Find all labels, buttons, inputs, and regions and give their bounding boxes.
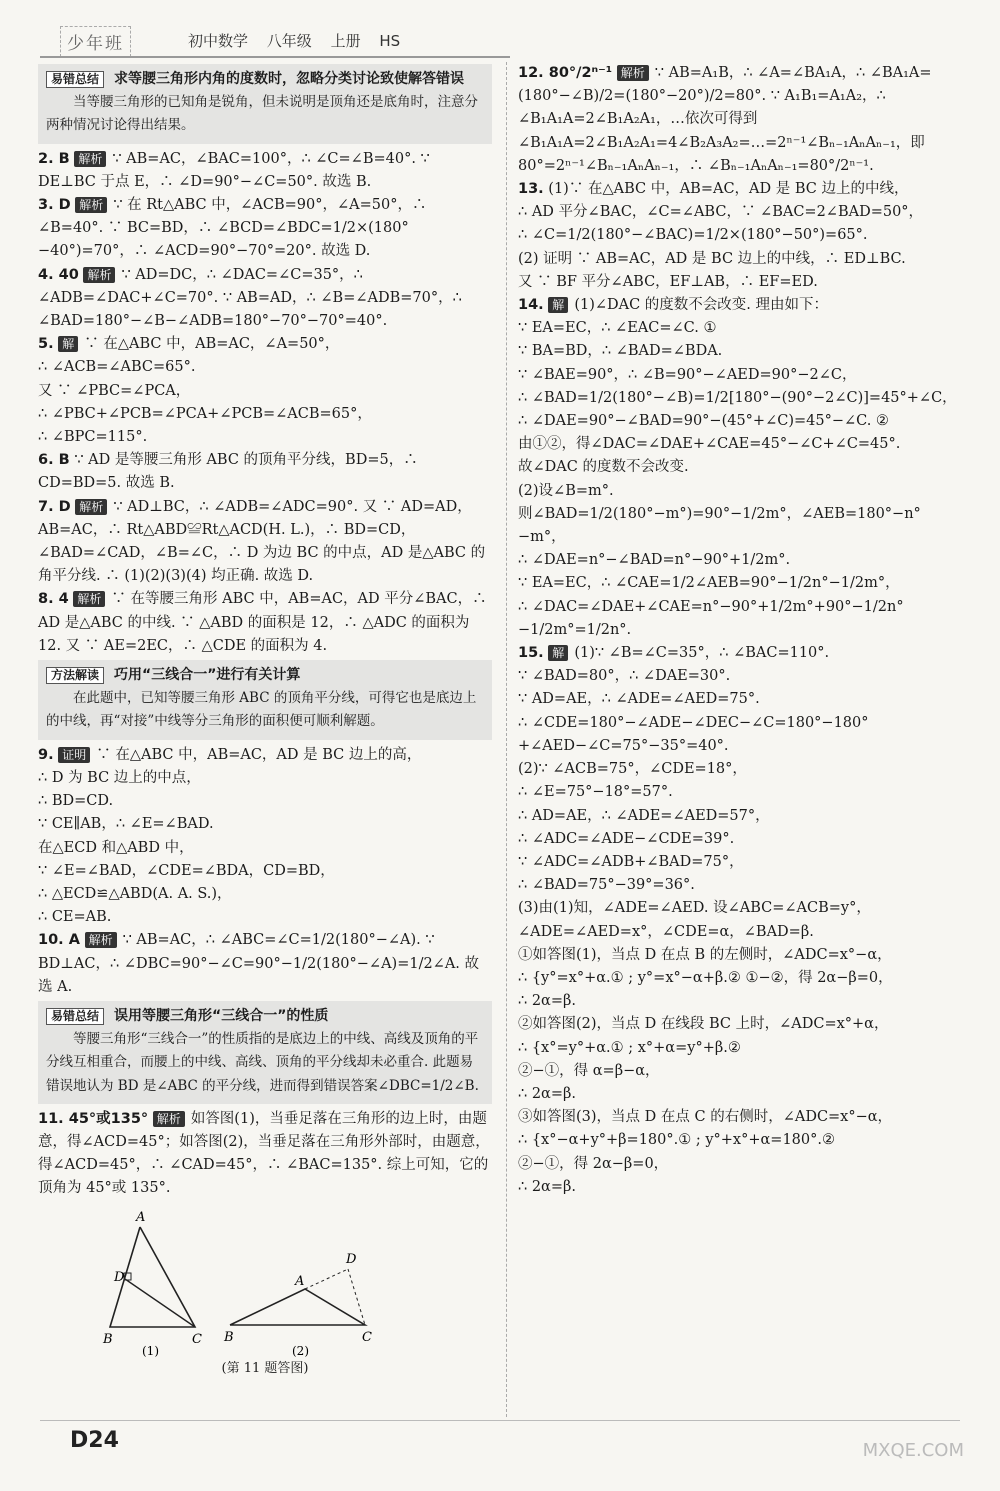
answer-item <box>38 449 492 495</box>
question-number: 15. <box>518 645 544 662</box>
figure-caption: (第 11 题答图) <box>221 1360 309 1376</box>
answer-line: ∵ ∠BAE=90°，∴ ∠B=90°−∠AED=90°−2∠C， <box>518 366 857 383</box>
answer-item <box>38 194 492 264</box>
note-body: 在此题中，已知等腰三角形 ABC 的顶角平分线，可得它也是底边上的中线，再“对接”中线等分三角形的面积便可顺利解题。 <box>46 690 477 730</box>
question-number: 8. 4 <box>38 591 69 608</box>
answer-line: ∴ AD=AE，∴ ∠ADE=∠AED=57°， <box>518 807 770 824</box>
question-number: 7. D <box>38 498 71 515</box>
answer-text: ∵ AD 是等腰三角形 ABC 的顶角平分线，BD=5，∴ CD=BD=5. 故选 B. <box>38 452 418 492</box>
answer-item <box>38 1108 492 1201</box>
grade: 八年级 <box>266 32 312 50</box>
answer-line: ②−①，得 2α−β=0， <box>518 1155 669 1172</box>
note-tag: 方法解读 <box>46 667 104 684</box>
answer-line: 则∠BAD=1/2(180°−m°)=90°−1/2m°，∠AEB=180°−n°−m°， <box>518 505 921 546</box>
answer-text: ∵ AB=A₁B，∴ ∠A=∠BA₁A，∴ ∠BA₁A=(180°−∠B)/2=(180°−20°)/2=80°. ∵ A₁B₁=A₁A₂，∴ ∠B₁A₁A=2∠B₁A₂A₁，…依次可得到∠B₁A₁A=2∠B₁A₂A₁=4∠B₂A₃A₂=…=2ⁿ⁻¹∠Bₙ₋₁AₙAₙ₋₁，即 80°=2ⁿ⁻¹∠Bₙ₋₁AₙAₙ₋₁，∴ ∠Bₙ₋₁AₙAₙ₋₁=80°/2ⁿ⁻¹. <box>518 65 932 174</box>
answer-text: ∵ 在等腰三角形 ABC 中，AB=AC，AD 平分∠BAC，∴ AD 是△ABC 的中线. ∵ △ABD 的面积是 12，∴ △ADC 的面积为 12. 又 ∵ AE=2EC，∴ △CDE 的面积为 4. <box>38 591 487 654</box>
answer-item <box>38 333 492 356</box>
question-number: 9. <box>38 746 54 763</box>
answer-line: ∴ 2α=β. <box>518 1085 576 1102</box>
answer-line: ∴ ∠DAE=90°−∠BAD=90°−(45°+∠C)=45°−∠C. ② <box>518 413 889 430</box>
note-title: 求等腰三角形内角的度数时，忽略分类讨论致使解答错误 <box>114 71 465 87</box>
answer-line: ∴ CE=AB. <box>38 909 112 926</box>
answer-line: 故∠DAC 的度数不会改变. <box>518 459 689 476</box>
answer-item <box>38 929 492 999</box>
question-number: 6. B <box>38 452 70 469</box>
answer-line: ∵ CE∥AB，∴ ∠E=∠BAD. <box>38 816 214 833</box>
answer-line: (2) 证明 ∵ AB=AC，AD 是 BC 边上的中线，∴ ED⊥BC. <box>518 250 906 267</box>
question-number: 10. A <box>38 932 80 949</box>
question-number: 4. 40 <box>38 266 79 283</box>
answer-line: ②如答图(2)，当点 D 在线段 BC 上时，∠ADC=x°+α， <box>518 1016 889 1033</box>
answer-text: (1)∠DAC 的度数不会改变. 理由如下： <box>574 297 829 314</box>
edition: HS <box>379 32 401 50</box>
header-meta <box>188 30 414 51</box>
answer-line: ∴ BD=CD. <box>38 793 114 810</box>
answer-line: ①如答图(1)，当点 D 在点 B 的左侧时，∠ADC=x°−α， <box>518 946 892 963</box>
answer-line: ②−①，得 α=β−α， <box>518 1062 660 1079</box>
answer-text: (1)∵ 在△ABC 中，AB=AC，AD 是 BC 边上的中线， <box>548 181 909 198</box>
answer-line: ③如答图(3)，当点 D 在点 C 的右侧时，∠ADC=x°−α， <box>518 1109 893 1126</box>
answer-line: ∴ ∠C=1/2(180°−∠BAC)=1/2×(180°−50°)=65°. <box>518 227 868 244</box>
answer-line: ∵ EA=EC，∴ ∠CAE=1/2∠AEB=90°−1/2n°−1/2m°， <box>518 575 900 592</box>
question-number: 2. B <box>38 150 70 167</box>
answer-line: ∴ ∠E=75°−18°=57°. <box>518 784 673 801</box>
answer-line: ∴ ∠DAE=n°−∠BAD=n°−90°+1/2m°. <box>518 552 791 569</box>
sub-label-1: (1) <box>142 1343 159 1357</box>
header-rule <box>40 56 510 58</box>
answer-line: ∴ ∠BAD=1/2(180°−∠B)=1/2[180°−(90°−2∠C)]=45°+∠C， <box>518 389 957 406</box>
note-title: 误用等腰三角形“三线合一”的性质 <box>114 1007 329 1024</box>
answer-line: (3)由(1)知，∠ADE=∠AED. 设∠ABC=∠ACB=y°，∠ADE=∠AED=x°，∠CDE=α，∠BAD=β. <box>518 900 871 940</box>
answer-line: 由①②，得∠DAC=∠DAE+∠CAE=45°−∠C+∠C=45°. <box>518 436 901 453</box>
answer-text: ∵ AB=AC，∴ ∠ABC=∠C=1/2(180°−∠A). ∵ BD⊥AC，∴ ∠DBC=90°−∠C=90°−1/2(180°−∠A)=1/2∠A. 故选 A. <box>38 932 480 995</box>
answer-tag: 证明 <box>58 747 90 763</box>
answer-tag: 解 <box>548 297 568 313</box>
label-D1: D <box>114 1269 125 1285</box>
answer-text: ∵ 在 Rt△ABC 中，∠ACB=90°，∠A=50°，∴ ∠B=40°. ∵ BC=BD，∴ ∠BCD=∠BDC=1/2×(180°−40°)=70°，∴ ∠ACD=90°−70°=20°. 故选 D. <box>38 197 427 260</box>
note-title: 巧用“三线合一”进行有关计算 <box>114 667 301 684</box>
question-number: 14. <box>518 297 544 314</box>
answer-tag: 解 <box>548 645 568 661</box>
answer-item <box>38 148 492 194</box>
answer-line: ∴ {x°−α+y°+β=180°.① ; y°+x°+α=180°.② <box>518 1132 835 1149</box>
question-number: 13. <box>518 181 544 198</box>
label-A1: A <box>136 1209 146 1225</box>
answer-line: ∴ ∠ACB=∠ABC=65°. <box>38 359 196 376</box>
triangle-diagrams <box>100 1207 430 1357</box>
label-C2: C <box>362 1329 372 1345</box>
question-number: 3. D <box>38 197 71 214</box>
label-D2: D <box>346 1251 357 1267</box>
answer-line: ∴ ∠PBC+∠PCB=∠PCA+∠PCB=∠ACB=65°， <box>38 405 372 422</box>
answer-item <box>518 294 968 317</box>
answer-item <box>38 496 492 589</box>
answer-line: ∵ BA=BD，∴ ∠BAD=∠BDA. <box>518 343 723 360</box>
watermark: MXQE.COM <box>862 1440 964 1461</box>
label-B1: B <box>103 1331 113 1347</box>
answer-line: ∴ ∠ADC=∠ADE−∠CDE=39°. <box>518 830 735 847</box>
answer-line: ∴ ∠BAD=75°−39°=36°. <box>518 877 695 894</box>
subject: 初中数学 <box>188 32 249 50</box>
answer-text: (1)∵ ∠B=∠C=35°，∴ ∠BAC=110°. <box>574 645 830 662</box>
label-B2: B <box>224 1329 234 1345</box>
figure-q11 <box>38 1207 492 1380</box>
answer-line: ∴ ∠BPC=115°. <box>38 429 148 446</box>
answer-line: (2)设∠B=m°. <box>518 482 614 499</box>
answer-line: ∴ 2α=β. <box>518 1178 576 1195</box>
answer-line: ∴ △ECD≌△ABD(A. A. S.)， <box>38 885 232 902</box>
answer-tag: 解 <box>58 336 78 352</box>
answer-item <box>38 744 492 767</box>
question-number: 11. 45°或135° <box>38 1110 149 1127</box>
answer-tag: 解析 <box>617 65 649 81</box>
answer-tag: 解析 <box>83 267 115 283</box>
answer-line: ∴ 2α=β. <box>518 993 576 1010</box>
sub-label-2: (2) <box>292 1343 309 1357</box>
label-C1: C <box>192 1331 202 1347</box>
answer-tag: 解析 <box>153 1111 185 1127</box>
note-tag: 易错总结 <box>46 71 104 88</box>
answer-line: ∵ ∠E=∠BAD，∠CDE=∠BDA，CD=BD， <box>38 862 335 879</box>
footer-rule <box>40 1420 960 1421</box>
answer-line: ∴ {x°=y°+α.① ; x°+α=y°+β.② <box>518 1039 741 1056</box>
page-number: D24 <box>70 1428 119 1453</box>
answer-line: ∵ ∠ADC=∠ADB+∠BAD=75°， <box>518 853 744 870</box>
answer-item <box>518 62 968 178</box>
answer-text: ∵ AB=AC，∠BAC=100°，∴ ∠C=∠B=40°. ∵ DE⊥BC 于点 E，∴ ∠D=90°−∠C=50°. 故选 B. <box>38 150 430 190</box>
answer-text: ∵ 在△ABC 中，AB=AC，AD 是 BC 边上的高， <box>96 746 422 763</box>
answer-line: ∴ ∠DAC=∠DAE+∠CAE=n°−90°+1/2m°+90°−1/2n°−1/2m°=1/2n°. <box>518 598 904 638</box>
answer-tag: 解析 <box>73 591 105 607</box>
note-tag: 易错总结 <box>46 1008 104 1025</box>
answer-line: ∴ ∠CDE=180°−∠ADE−∠DEC−∠C=180°−180°+∠AED−∠C=75°−35°=40°. <box>518 714 869 754</box>
label-A2: A <box>295 1273 305 1289</box>
page-header <box>40 22 510 58</box>
answer-line: 又 ∵ BF 平分∠ABC，EF⊥AB，∴ EF=ED. <box>518 273 818 290</box>
answer-tag: 解析 <box>74 151 106 167</box>
answer-line: ∵ AD=AE，∴ ∠ADE=∠AED=75°. <box>518 691 760 708</box>
left-column <box>38 62 492 1380</box>
note-body: 等腰三角形“三线合一”的性质指的是底边上的中线、高线及顶角的平分线互相重合，而腰上的中线、高线、顶角的平分线却未必重合. 此题易错误地认为 BD 是∠ABC 的平分线，进而得到错误答案∠DBC=1/2∠B. <box>46 1031 479 1094</box>
volume: 上册 <box>330 32 361 50</box>
answer-item <box>518 178 968 201</box>
answer-tag: 解析 <box>75 197 107 213</box>
answer-line: ∵ ∠BAD=80°，∴ ∠DAE=30°. <box>518 668 731 685</box>
question-number: 5. <box>38 336 54 353</box>
note-box <box>38 1001 492 1104</box>
answer-item <box>38 588 492 658</box>
answer-line: ∴ D 为 BC 边上的中点， <box>38 769 201 786</box>
answer-tag: 解析 <box>85 932 117 948</box>
answer-line: ∴ AD 平分∠BAC，∠C=∠ABC，∵ ∠BAC=2∠BAD=50°， <box>518 204 924 221</box>
note-box <box>38 64 492 144</box>
answer-item <box>518 642 968 665</box>
answer-item <box>38 264 492 334</box>
answer-line: (2)∵ ∠ACB=75°，∠CDE=18°， <box>518 761 747 778</box>
answer-text: ∵ AD=DC，∴ ∠DAC=∠C=35°，∴ ∠ADB=∠DAC+∠C=70°. ∵ AB=AD，∴ ∠B=∠ADB=70°，∴ ∠BAD=180°−∠B−∠ADB=180°−70°−70°=40°. <box>38 266 462 330</box>
answer-line: 在△ECD 和△ABD 中， <box>38 839 194 856</box>
answer-line: ∵ EA=EC，∴ ∠EAC=∠C. ① <box>518 320 717 337</box>
answer-text: ∵ AD⊥BC，∴ ∠ADB=∠ADC=90°. 又 ∵ AD=AD，AB=AC，∴ Rt△ABD≌Rt△ACD(H. L.)，∴ BD=CD，∠BAD=∠CAD，∠B=∠C，∴ D 为边 BC 的中点，AD 是△ABC 的角平分线. ∴ (1)(2)(3)(4) 均正确. 故选 D. <box>38 498 486 585</box>
answer-tag: 解析 <box>75 499 107 515</box>
answer-line: 又 ∵ ∠PBC=∠PCA， <box>38 382 191 399</box>
brand-logo: 少年班 <box>60 26 131 57</box>
question-number: 12. 80°/2ⁿ⁻¹ <box>518 65 613 81</box>
answer-text: 如答图(1)，当垂足落在三角形的边上时，由题意，得∠ACD=45°；如答图(2)，当垂足落在三角形外部时，由题意，得∠ACD=45°，∴ ∠CAD=45°，∴ ∠BAC=135°. 综上可知，它的顶角为 45°或 135°. <box>38 1110 490 1197</box>
note-body: 当等腰三角形的已知角是锐角，但未说明是顶角还是底角时，注意分两种情况讨论得出结果。 <box>46 94 478 134</box>
answer-text: ∵ 在△ABC 中，AB=AC，∠A=50°， <box>84 336 340 353</box>
answer-line: ∴ {y°=x°+α.① ; y°=x°−α+β.② ①−②，得 2α−β=0， <box>518 969 893 986</box>
right-column <box>518 62 968 1199</box>
note-box <box>38 660 492 740</box>
column-divider <box>506 62 507 1417</box>
